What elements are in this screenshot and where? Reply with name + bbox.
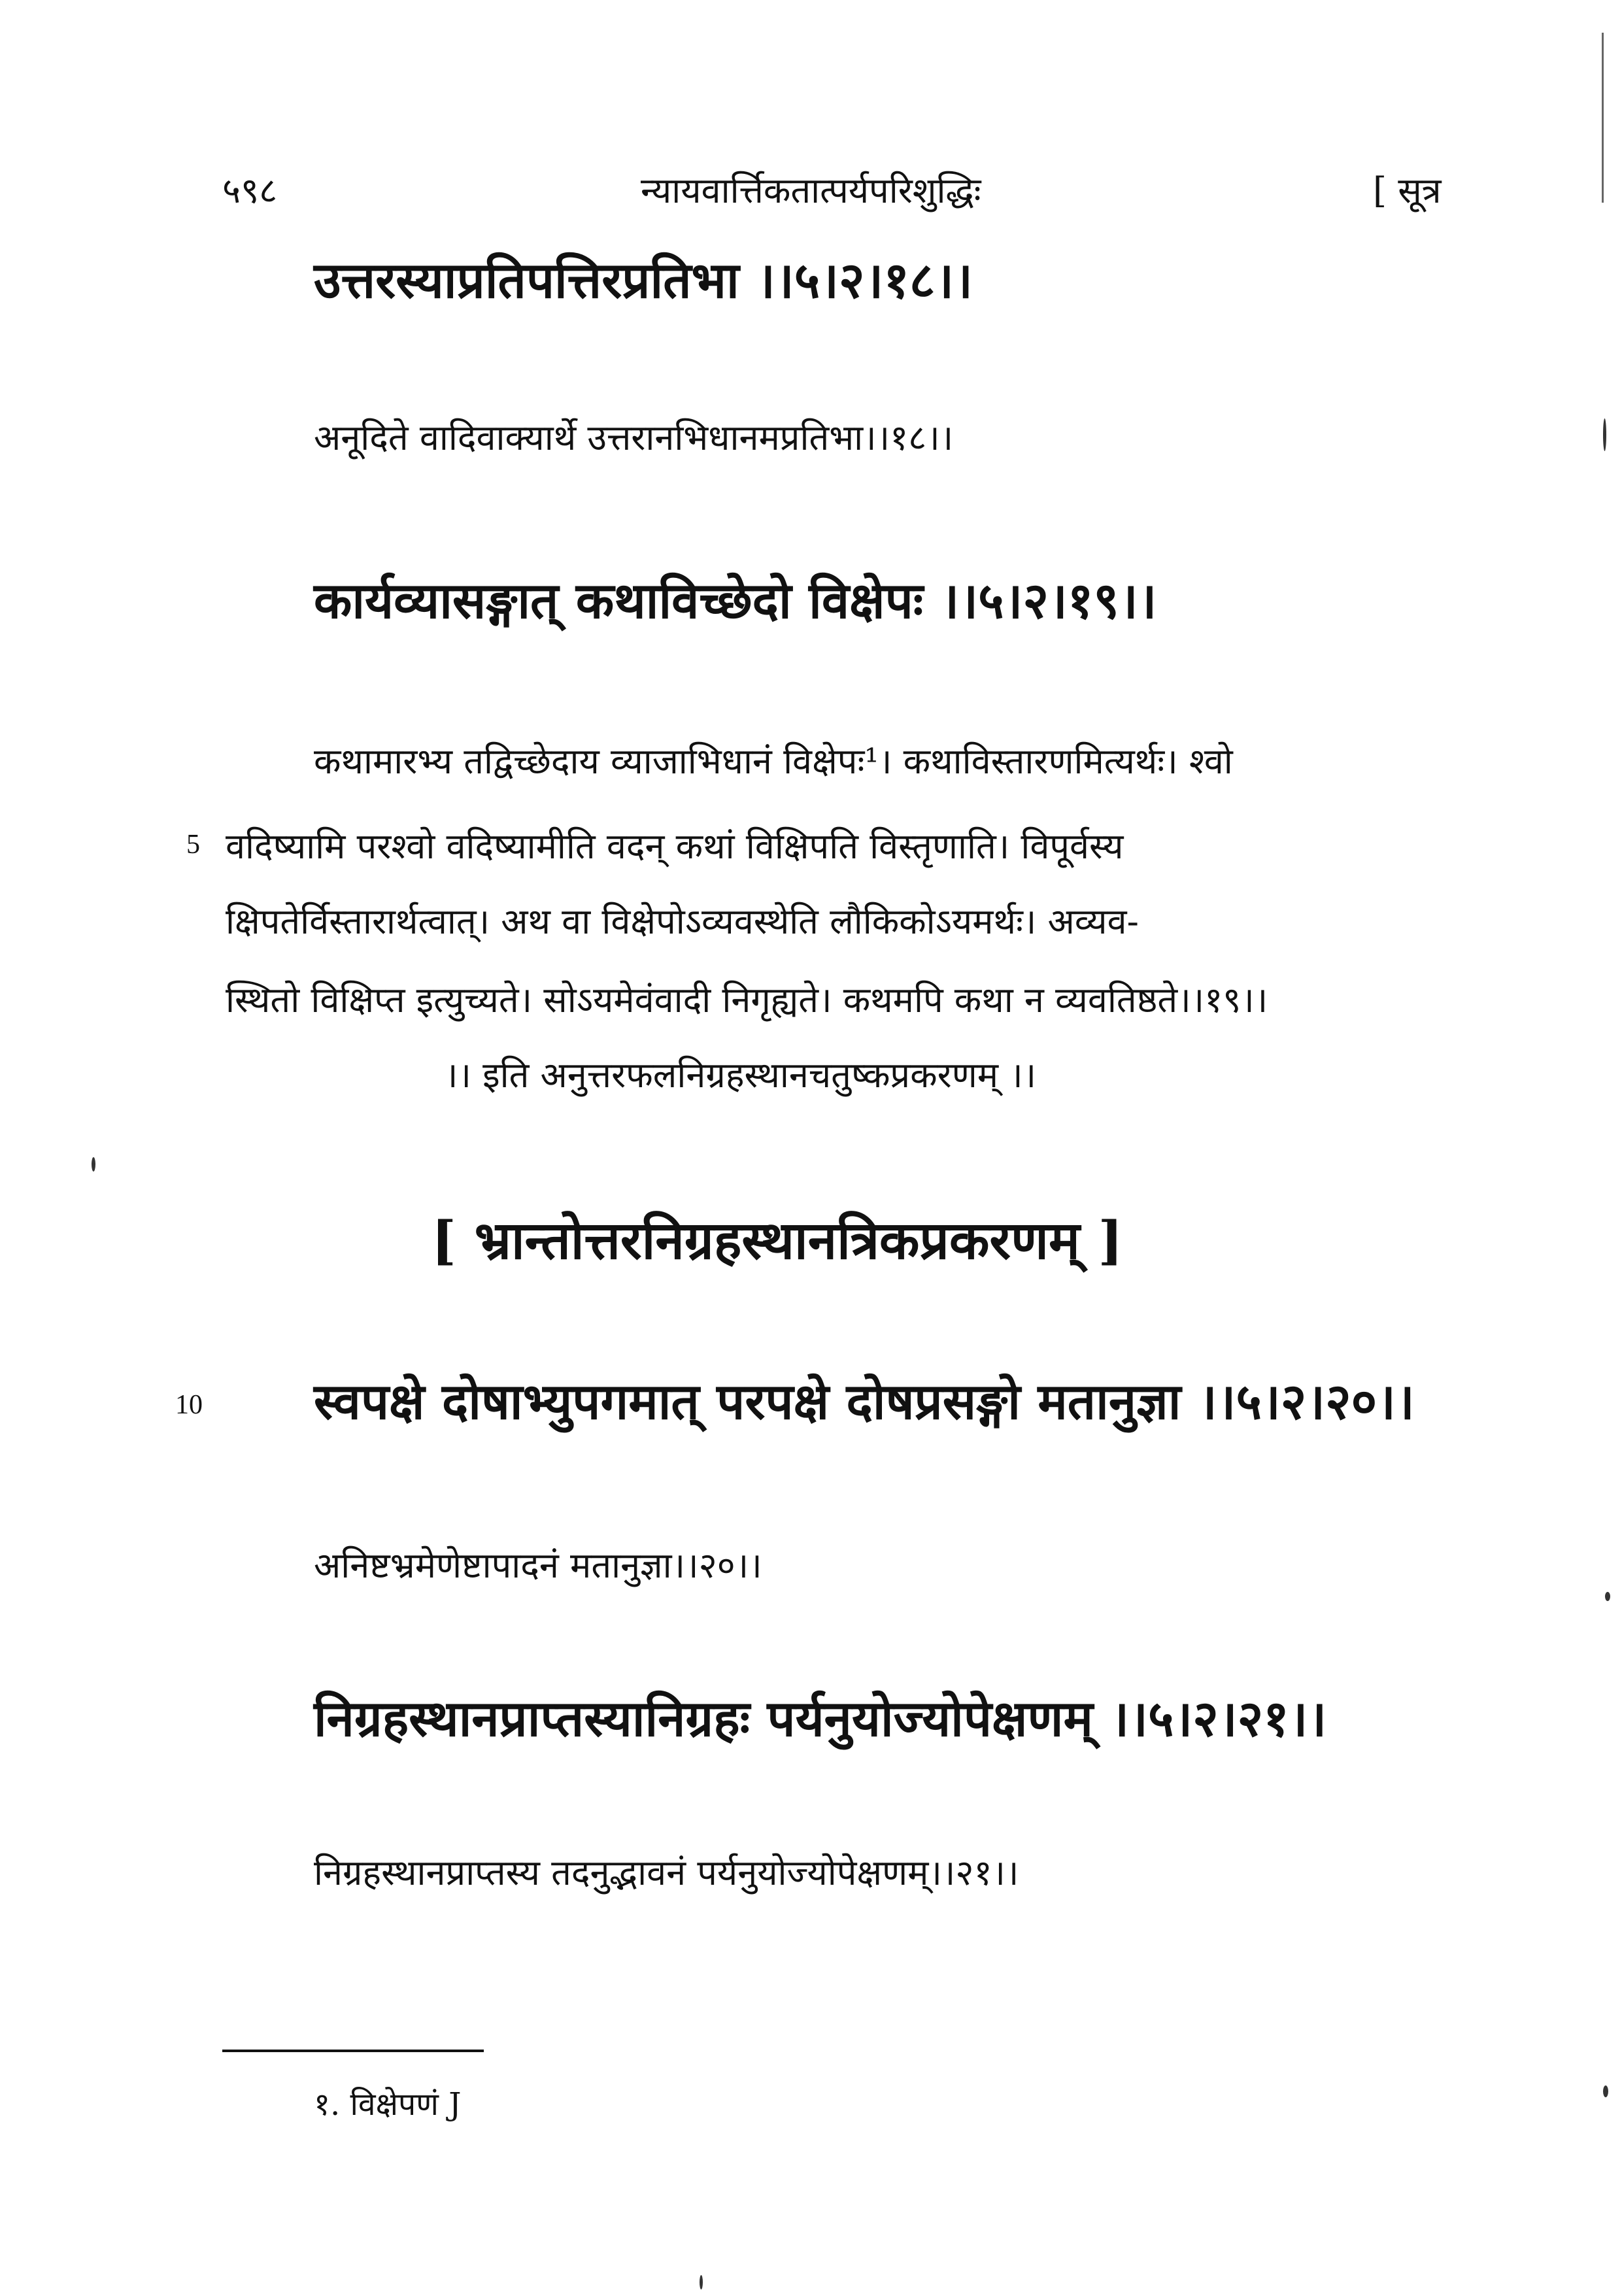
sutra-18: उत्तरस्याप्रतिपत्तिरप्रतिभा ।।५।२।१८।। [314,251,973,309]
scan-speck [1603,418,1606,451]
commentary-20: अनिष्टभ्रमेणेष्टापादनं मतानुज्ञा।।२०।। [314,1545,762,1586]
sutra-20: स्वपक्षे दोषाभ्युपगमात् परपक्षे दोषप्रसङ्गो मतानुज्ञा ।।५।२।२०।। [314,1372,1415,1430]
page-number: ५९८ [222,170,278,211]
line-number-5: 5 [186,830,200,860]
scan-speck [1603,2085,1608,2097]
paragraph-line: क्षिपतेर्विस्तारार्थत्वात्। अथ वा विक्षेपोऽव्यवस्थेति लौकिकोऽयमर्थः। अव्यव- [226,901,1139,942]
paragraph-line: कथामारभ्य तद्विच्छेदाय व्याजाभिधानं विक्षेपः¹। कथाविस्तारणमित्यर्थः। श्वो [314,741,1233,782]
commentary-18: अनूदिते वादिवाक्यार्थे उत्तरानभिधानमप्रतिभा।।१८।। [314,417,954,458]
line-number-10: 10 [175,1390,203,1420]
colophon: ।। इति अनुत्तरफलनिग्रहस्थानचतुष्कप्रकरणम् ।। [445,1055,1037,1096]
chapter-heading: [ भ्रान्तोत्तरनिग्रहस्थानत्रिकप्रकरणम् ] [431,1209,1123,1271]
footnote: १. विक्षेपणं J [314,2086,462,2123]
sutra-19: कार्यव्यासङ्गात् कथाविच्छेदो विक्षेपः ।।५।२।१९।। [314,571,1157,630]
running-title: न्यायवार्त्तिकतात्पर्यपरिशुद्धिः [641,170,981,211]
paragraph-line: वदिष्यामि परश्वो वदिष्यामीति वदन् कथां विक्षिपति विस्तृणाति। विपूर्वस्य [226,826,1124,867]
scan-speck [1605,1592,1610,1601]
paragraph-line: स्थितो विक्षिप्त इत्युच्यते। सोऽयमेवंवादी निगृह्यते। कथमपि कथा न व्यवतिष्ठते।।१९।। [226,979,1268,1021]
scan-edge-mark [1602,33,1604,203]
commentary-21: निग्रहस्थानप्राप्तस्य तदनुद्भावनं पर्यनुयोज्योपेक्षणम्।।२१।। [314,1852,1019,1893]
scan-speck [700,2275,703,2289]
sutra-21: निग्रहस्थानप्राप्तस्यानिग्रहः पर्यनुयोज्योपेक्षणम् ।।५।२।२१।। [314,1689,1327,1747]
footnote-rule [222,2050,484,2052]
section-label: [ सूत्र [1373,170,1442,211]
scan-speck [92,1157,95,1172]
